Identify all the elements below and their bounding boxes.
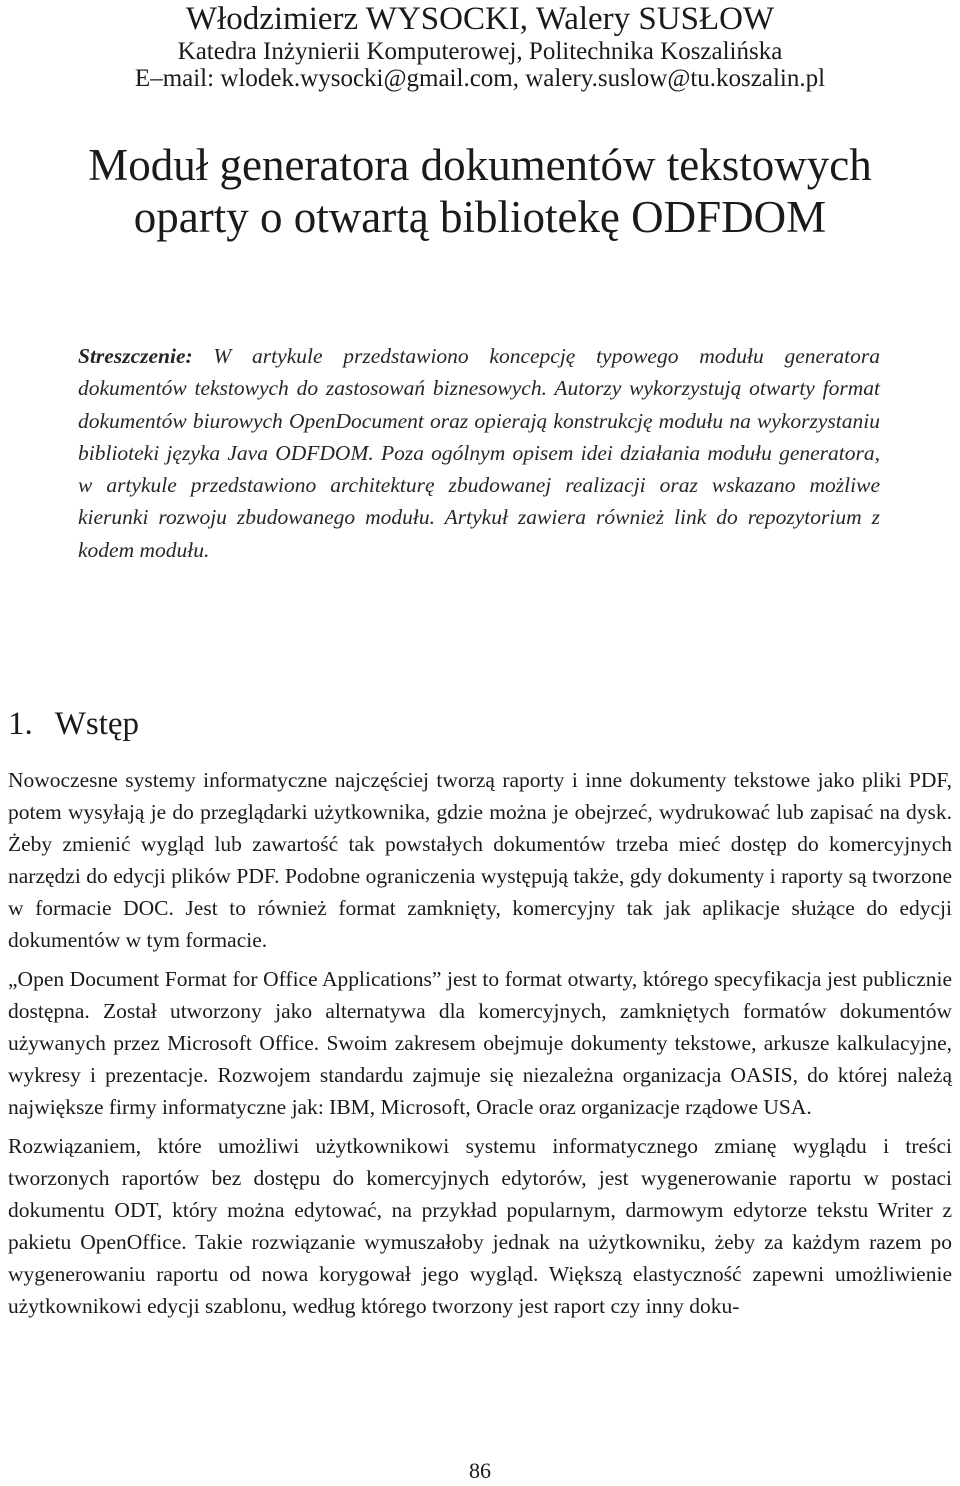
title-line-2: oparty o otwartą bibliotekę ODFDOM [133,192,827,242]
section-heading [8,702,139,746]
abstract [78,340,880,566]
section-number: 1. [8,706,33,742]
body-paragraph: „Open Document Format for Office Applications” jest to format otwarty, którego specyfikacja jest publicznie dostępna. Został utworzony jako alternatywa dla komercyjnych, zamkniętych formatów dokumentów używanych przez Microsoft Office. Swoim zakresem obejmuje dokumenty tekstowe, arkusze kalkulacyjne, wykresy i prezentacje. Rozwojem standardu zajmuje się niezależna organizacja OASIS, do której należą największe firmy informatyczne jak: IBM, Microsoft, Oracle oraz organizacje rządowe USA. [8,967,952,1119]
paper-title [0,139,960,243]
author-emails: E–mail: wlodek.wysocki@gmail.com, walery.suslow@tu.koszalin.pl [134,65,826,92]
body-paragraph: Nowoczesne systemy informatyczne najczęściej tworzą raporty i inne dokumenty tekstowe jako pliki PDF, potem wysyłają je do przeglądarki użytkownika, gdzie można je obejrzeć, wydrukować lub zapisać na dysk. Żeby zmienić wygląd lub zawartość tak powstałych dokumentów trzeba mieć dostęp do komercyjnych narzędzi do edycji plików PDF. Podobne ograniczenia występują także, gdy dokumenty i raporty są tworzone w formacie DOC. Jest to również format zamknięty, komercyjny tak jak aplikacje służące do edycji dokumentów w tym formacie. [8,768,952,952]
author-names: Włodzimierz WYSOCKI, Walery SUSŁOW [185,1,775,37]
abstract-text: W artykule przedstawiono koncepcję typowego modułu generatora dokumentów tekstowych do zastosowań biznesowych. Autorzy wykorzystują otwarty format dokumentów biurowych OpenDocument oraz opierają konstrukcję modułu na wykorzystaniu biblioteki języka Java ODFDOM. Poza ogólnym opisem idei działania modułu generatora, w artykule przedstawiono architekturę zbudowanej realizacji oraz wskazano możliwe kierunki rozwoju zbudowanego modułu. Artykuł zawiera również link do repozytorium z kodem modułu. [78,344,880,562]
page-number: 86 [469,1458,491,1483]
author-block [0,0,960,92]
section-body [8,764,952,1329]
affiliation: Katedra Inżynierii Komputerowej, Politechnika Koszalińska [177,38,783,65]
section-title: Wstęp [54,706,140,742]
abstract-label: Streszczenie: [78,344,193,368]
body-paragraph: Rozwiązaniem, które umożliwi użytkownikowi systemu informatycznego zmianę wyglądu i treści tworzonych raportów bez dostępu do komercyjnych edytorów, jest wygenerowanie raportu w postaci dokumentu ODT, który można edytować, na przykład popularnym, darmowym edytorze tekstu Writer z pakietu OpenOffice. Takie rozwiązanie wymuszałoby jednak na użytkowniku, żeby za każdym razem po wygenerowaniu raportu od nowa korygował jego wygląd. Większą elastyczność zapewni umożliwienie użytkownikowi edycji szablonu, według którego tworzony jest raport czy inny doku- [8,1134,952,1318]
title-line-1: Moduł generatora dokumentów tekstowych [88,140,872,190]
